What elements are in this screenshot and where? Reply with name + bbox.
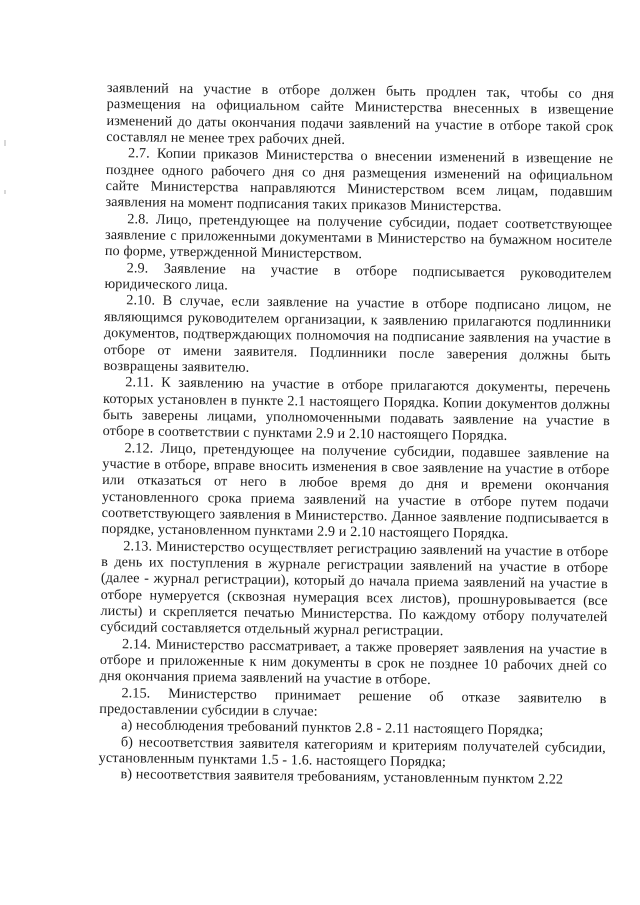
list-item-a: а) несоблюдения требований пунктов 2.8 - 2.11 настоящего Порядка; [121,717,544,739]
paragraph-2-11: 2.11. К заявлению на участие в отборе прилагаются документы, перечень которых установлен в пункте 2.1 настоящего Порядка. Копии документов должны быть заверены лицами, уполномоченными подавать заявление на участие в отборе в соответствии с пунктами 2.9 и 2.10 настоящего Порядка. [102,374,611,445]
document-body [98,80,614,789]
paragraph-2-13: 2.13. Министерство осуществляет регистрацию заявлений на участие в отборе в день их поступления в журнале регистрации заявлений на участие в отборе (далее - журнал регистрации), который до начала приема заявлений на участие в отборе нумеруется (сквозная нумерация всех листов), прошнуровывается (все листы) и скрепляется печатью Министерства. По каждому отбору получателей субсидий составляется отдельный журнал регистрации. [100,537,609,640]
paragraph-2-15: 2.15. Министерство принимает решение об отказе заявителю в предоставлении субсидии в случае: [99,684,607,720]
paragraph-2-12: 2.12. Лицо, претендующее на получение субсидии, подавшее заявление на участие в отборе, вправе вносить изменения в свое заявление на участие в отборе или отказаться от него в любое время до дня и времени окончания установленного срока приема заявлений на участие в отборе путем подачи соответствующего заявления в Министерство. Данное заявление подписывается в порядке, установленном пунктами 2.9 и 2.10 настоящего Порядка. [101,439,610,543]
list-item-v: в) несоответствия заявителя требованиям, установленным пунктом 2.22 [120,766,564,789]
paragraph-continuation: заявлений на участие в отборе должен быть продлен так, чтобы со дня размещения на официальном сайте Министерства внесенных в извещение изменений до даты окончания подачи заявлений на участие в отборе такой срок составлял не менее трех рабочих дней. [106,80,614,148]
scan-artifact [4,190,6,194]
paragraph-2-8: 2.8. Лицо, претендующее на получение субсидии, подает соответствующее заявление с приложенными документами в Министерство на бумажном носителе по форме, утвержденной Министерством. [104,211,613,263]
list-item-b: б) несоответствия заявителя категориям и критериям получателей субсидии, установленным пунктами 1.5 - 1.6. настоящего Порядка; [98,733,606,771]
paragraph-2-7: 2.7. Копии приказов Министерства о внесении изменений в извещение не позднее одного рабочего дня со дня размещения изменений на официальном сайте Министерства направляются Министерством всем лицам, подавшим заявления на момент подписания таких приказов Министерства. [105,145,614,216]
paragraph-2-14: 2.14. Министерство рассматривает, а также проверяет заявления на участие в отборе и приложенные к ним документы в срок не позднее 10 рабочих дней со дня окончания приема заявлений на участие в отборе. [99,635,608,689]
scan-artifact [4,140,6,146]
paragraph-2-10: 2.10. В случае, если заявление на участие в отборе подписано лицом, не являющимся руководителем организации, к заявлению прилагаются подлинники документов, подтверждающих полномочия на подписание заявления на участие в отборе от имени заявителя. Подлинники после заверения должны быть возвращены заявителю. [103,292,612,376]
paragraph-2-9: 2.9. Заявление на участие в отборе подписывается руководителем юридического лица. [104,260,612,294]
